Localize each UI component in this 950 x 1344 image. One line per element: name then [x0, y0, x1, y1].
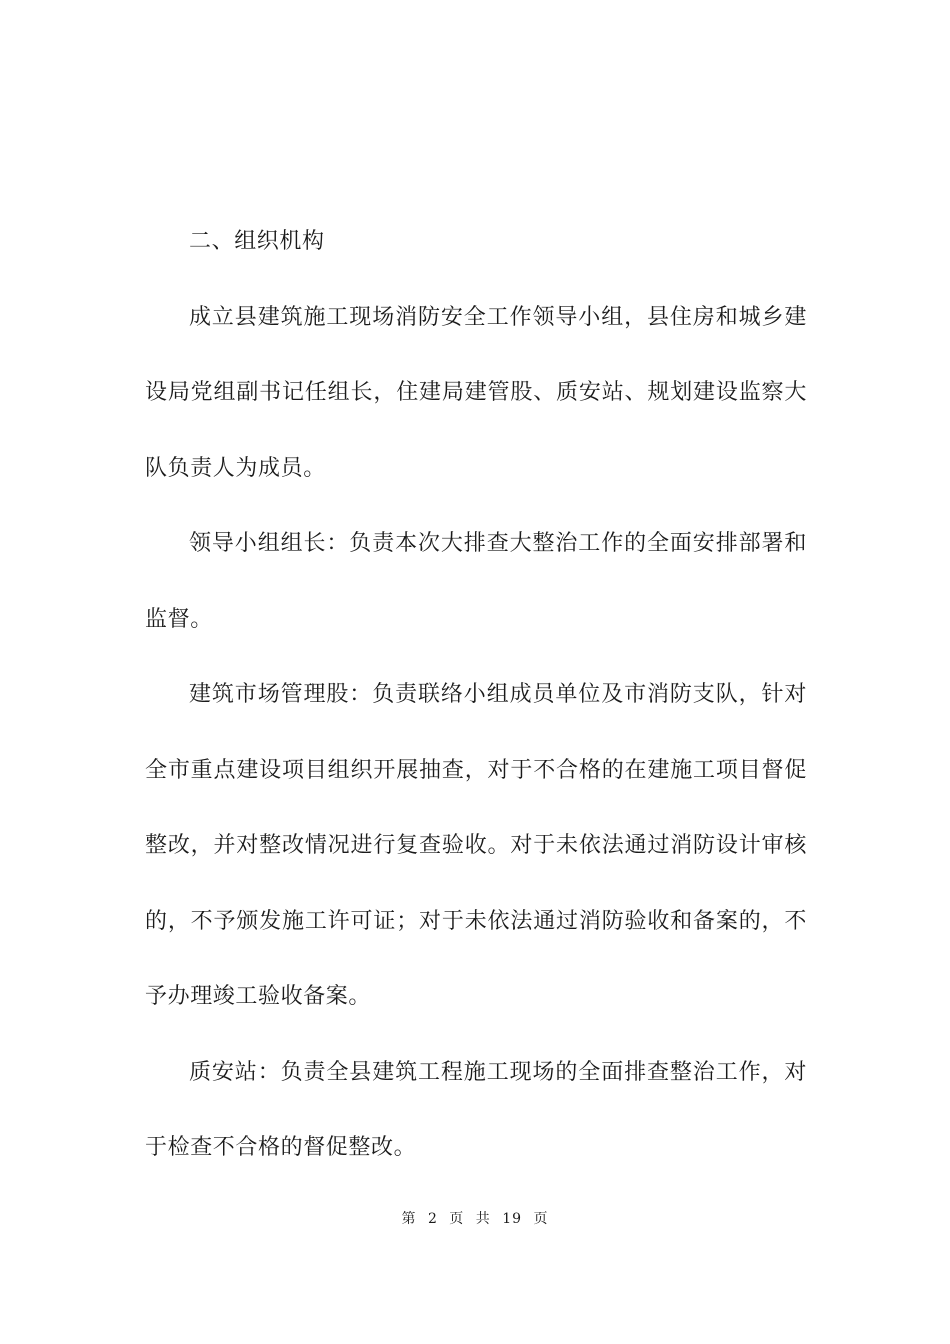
paragraph-market-management: 建筑市场管理股：负责联络小组成员单位及市消防支队，针对全市重点建设项目组织开展抽查，对于不合格的在建施工项目督促整改，并对整改情况进行复查验收。对于未依法通过消防设计审核的，不予颁发施工许可证；对于未依法通过消防验收和备案的，不予办理竣工验收备案。 — [145, 682, 807, 1009]
document-body — [145, 204, 807, 1186]
page-footer: 第 2 页 共 19 页 — [401, 1211, 549, 1227]
paragraph-org-setup: 成立县建筑施工现场消防安全工作领导小组，县住房和城乡建设局党组副书记任组长，住建局建管股、质安站、规划建设监察大队负责人为成员。 — [145, 304, 807, 481]
section-heading: 二、组织机构 — [189, 229, 325, 254]
paragraph-quality-safety-station: 质安站：负责全县建筑工程施工现场的全面排查整治工作，对于检查不合格的督促整改。 — [145, 1059, 807, 1160]
paragraph-team-leader: 领导小组组长：负责本次大排查大整治工作的全面安排部署和监督。 — [145, 531, 807, 632]
